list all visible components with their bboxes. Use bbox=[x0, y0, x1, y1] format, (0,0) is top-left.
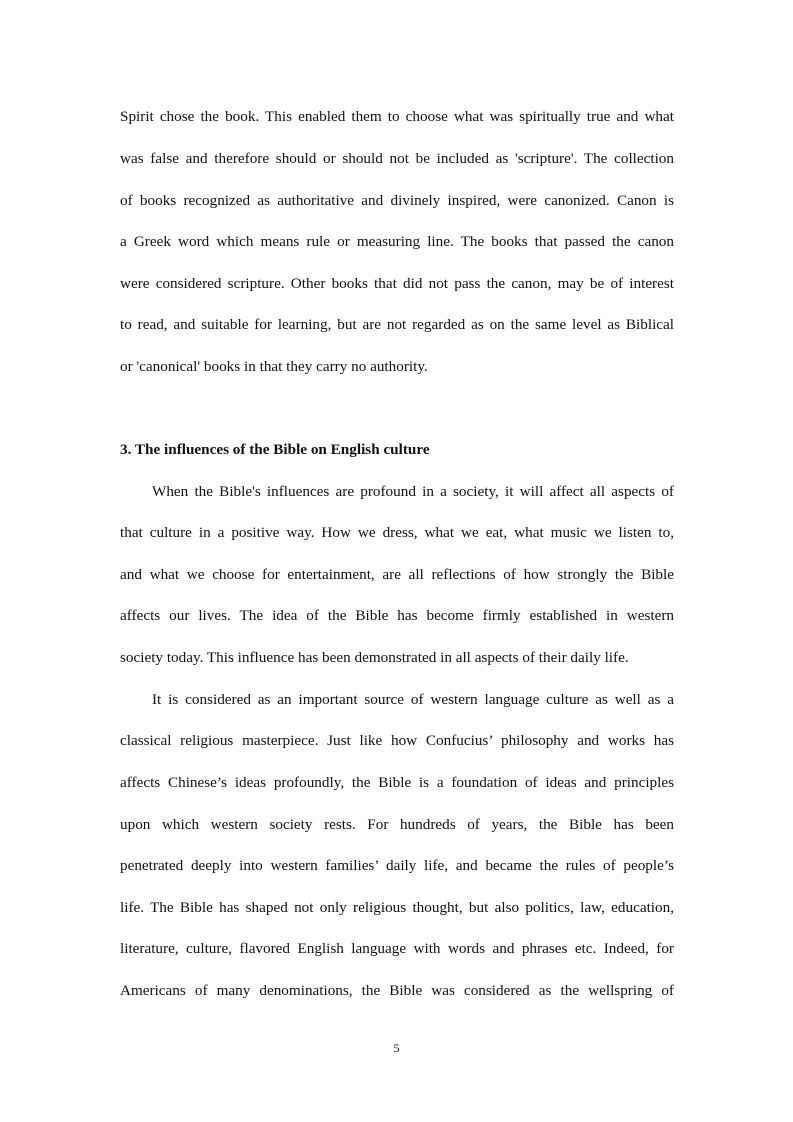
page-number: 5 bbox=[393, 1041, 400, 1055]
body-text-line: literature, culture, flavored English language with words and phrases etc. Indeed, for bbox=[120, 940, 674, 957]
body-text-line: When the Bible's influences are profound in a society, it will affect all aspects of bbox=[152, 483, 674, 500]
body-text-line: life. The Bible has shaped not only religious thought, but also politics, law, education, bbox=[120, 899, 674, 916]
body-text-line: penetrated deeply into western families’ daily life, and became the rules of people’s bbox=[120, 857, 674, 874]
body-text-line: Americans of many denominations, the Bible was considered as the wellspring of bbox=[120, 982, 674, 999]
body-text-line: Spirit chose the book. This enabled them to choose what was spiritually true and what bbox=[120, 108, 674, 125]
body-text-line: It is considered as an important source of western language culture as well as a bbox=[152, 691, 674, 708]
body-text-line: of books recognized as authoritative and divinely inspired, were canonized. Canon is bbox=[120, 192, 674, 209]
body-text-line: and what we choose for entertainment, are all reflections of how strongly the Bible bbox=[120, 566, 674, 583]
body-text-line: was false and therefore should or should not be included as 'scripture'. The collection bbox=[120, 150, 674, 167]
body-text-line: or 'canonical' books in that they carry no authority. bbox=[120, 358, 428, 375]
body-text-line: were considered scripture. Other books that did not pass the canon, may be of interest bbox=[120, 275, 674, 292]
body-text-line: affects our lives. The idea of the Bible has become firmly established in western bbox=[120, 607, 674, 624]
section-heading: 3. The influences of the Bible on English culture bbox=[120, 441, 430, 458]
body-text-line: affects Chinese’s ideas profoundly, the Bible is a foundation of ideas and principles bbox=[120, 774, 674, 791]
body-text-line: classical religious masterpiece. Just like how Confucius’ philosophy and works has bbox=[120, 732, 674, 749]
body-text-line: that culture in a positive way. How we dress, what we eat, what music we listen to, bbox=[120, 524, 674, 541]
body-text-line: society today. This influence has been demonstrated in all aspects of their daily life. bbox=[120, 649, 629, 666]
body-text-line: a Greek word which means rule or measuring line. The books that passed the canon bbox=[120, 233, 674, 250]
body-text-line: to read, and suitable for learning, but are not regarded as on the same level as Biblical bbox=[120, 316, 674, 333]
body-text-line: upon which western society rests. For hundreds of years, the Bible has been bbox=[120, 816, 674, 833]
